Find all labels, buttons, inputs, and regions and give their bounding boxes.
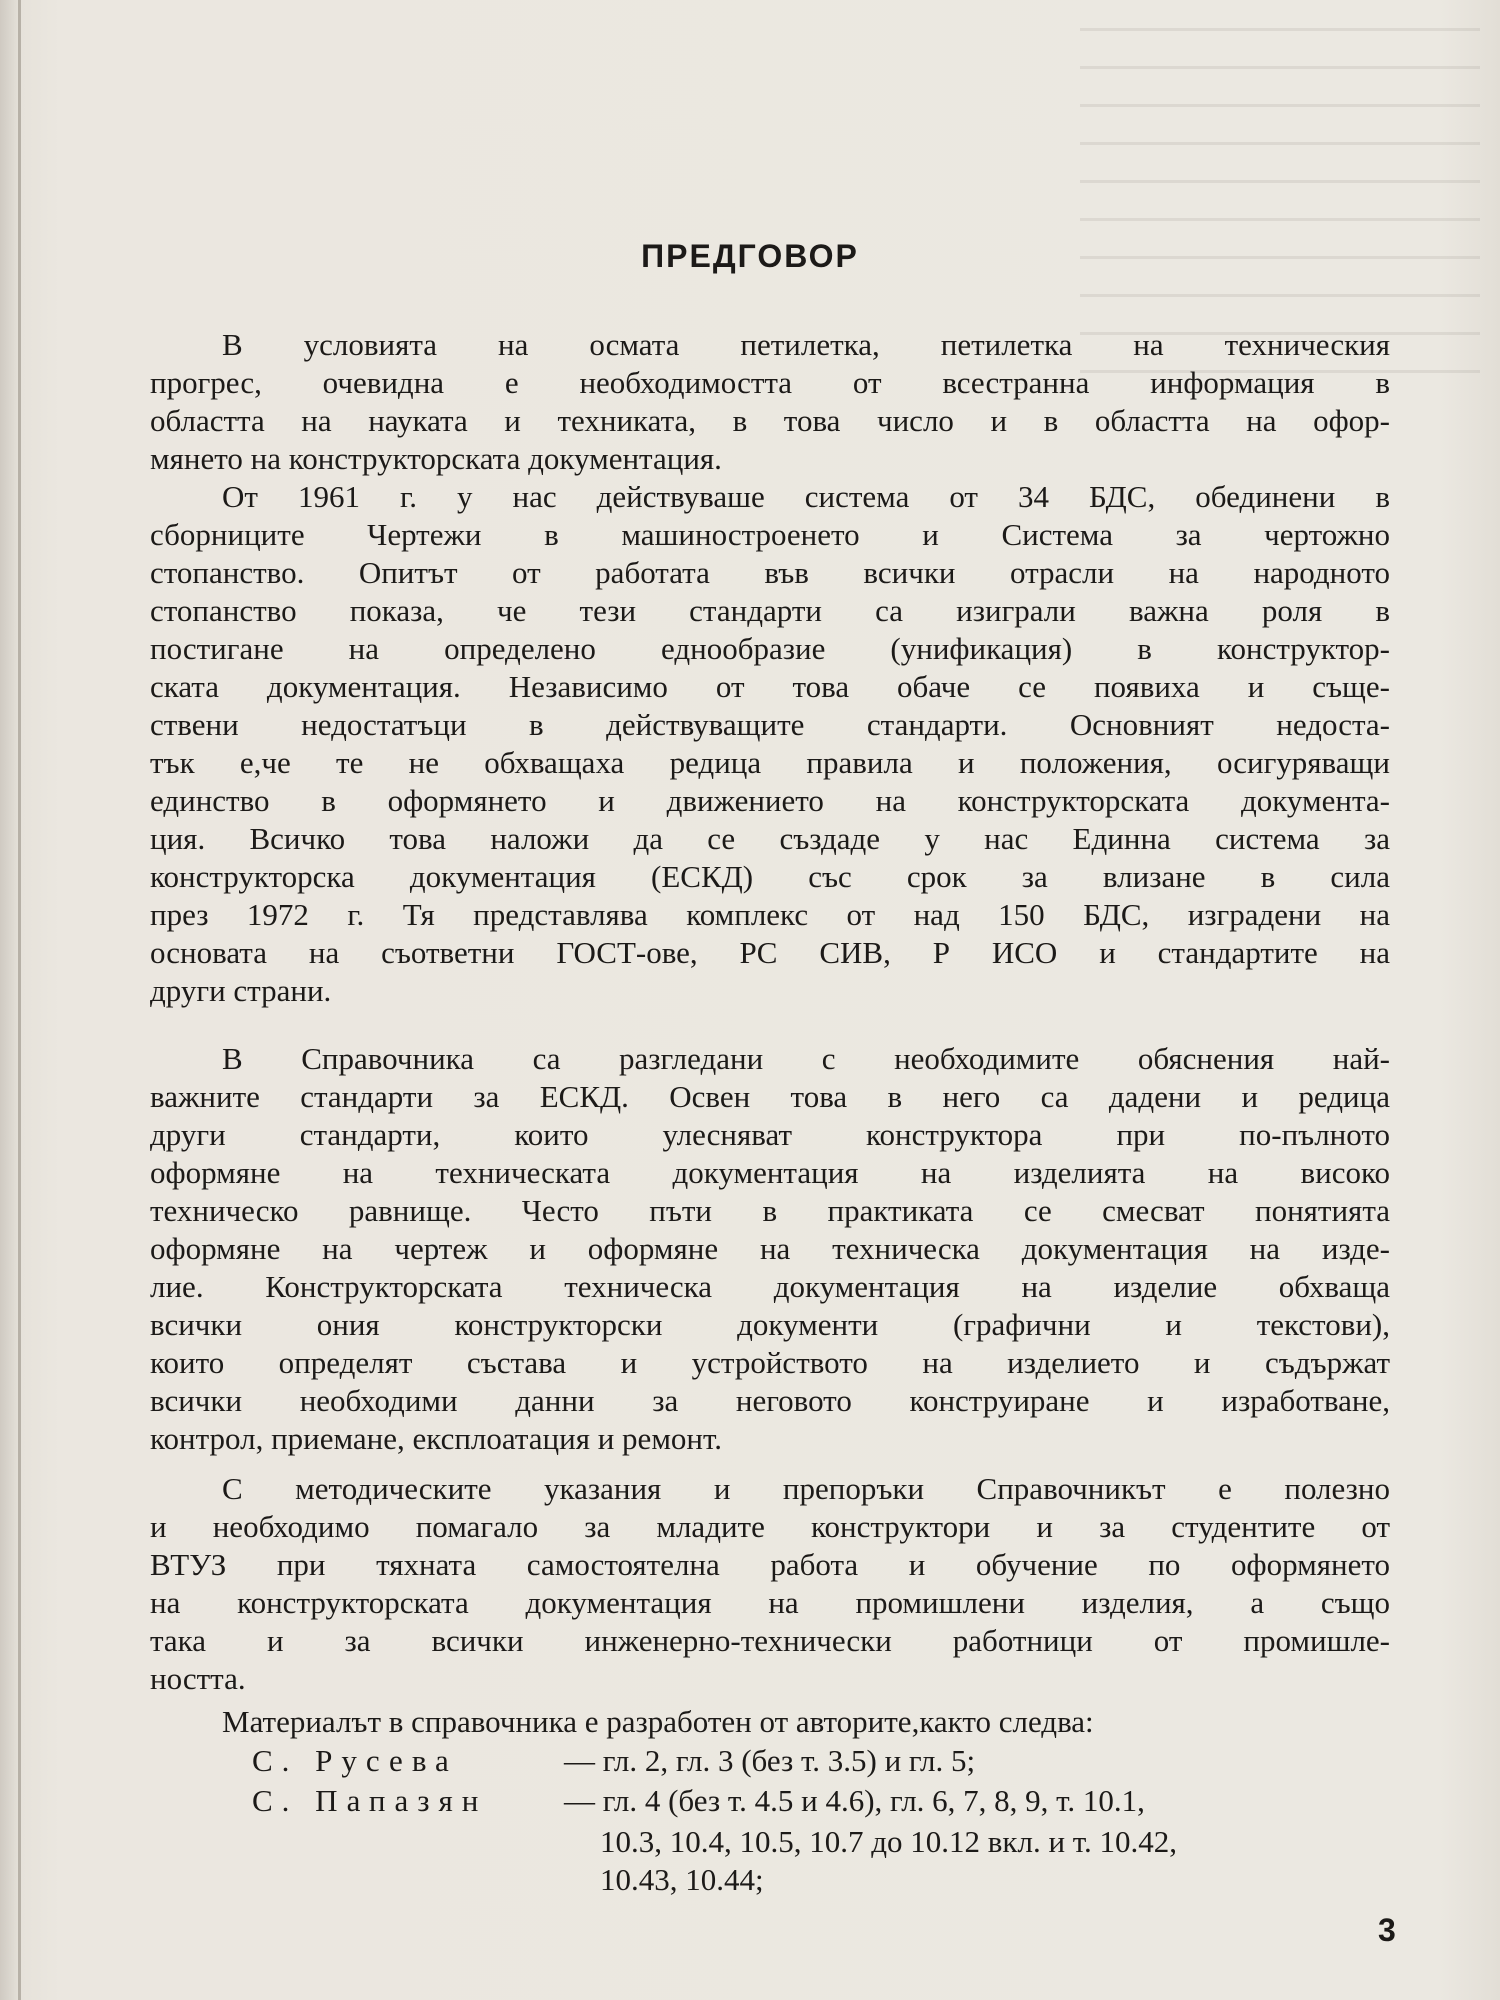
page-title: ПРЕДГОВОР bbox=[641, 238, 859, 274]
author-row bbox=[252, 1783, 1145, 1819]
author-chapters-cont: 10.43, 10.44; bbox=[600, 1862, 764, 1897]
text-line: В условията на осмата петилетка, петилетка на техническия bbox=[222, 327, 1390, 362]
page-number: 3 bbox=[1378, 1912, 1396, 1948]
author-chapters: — гл. 2, гл. 3 (без т. 3.5) и гл. 5; bbox=[564, 1743, 976, 1778]
text-line: други страни. bbox=[150, 973, 332, 1008]
text-line: техническо равнище. Често пъти в практиката се смесват понятията bbox=[150, 1193, 1390, 1228]
author-chapters: — гл. 4 (без т. 4.5 и 4.6), гл. 6, 7, 8, 9, т. 10.1, bbox=[564, 1783, 1145, 1818]
text-line: ВТУЗ при тяхната самостоятелна работа и обучение по оформянето bbox=[150, 1547, 1390, 1582]
text-line: С методическите указания и препоръки Справочникът е полезно bbox=[222, 1471, 1390, 1506]
text-line: ността. bbox=[150, 1661, 246, 1696]
text-line: конструкторска документация (ЕСКД) със срок за влизане в сила bbox=[150, 859, 1390, 894]
text-line: през 1972 г. Тя представлява комплекс от над 150 БДС, изградени на bbox=[150, 897, 1390, 932]
text-line: От 1961 г. у нас действуваше система от 34 БДС, обединени в bbox=[222, 479, 1390, 514]
page-spine bbox=[18, 0, 21, 2000]
text-line: стопанство показа, че тези стандарти са изиграли важна роля в bbox=[150, 593, 1390, 628]
author-chapters-cont: 10.3, 10.4, 10.5, 10.7 до 10.12 вкл. и т. 10.42, bbox=[600, 1824, 1177, 1859]
text-line: оформяне на чертеж и оформяне на техническа документация на изде- bbox=[150, 1231, 1390, 1266]
text-line: сборниците Чертежи в машиностроенето и Система за чертожно bbox=[150, 517, 1390, 552]
text-line: и необходимо помагало за младите конструктори и за студентите от bbox=[150, 1509, 1390, 1544]
text-line: постигане на определено еднообразие (унификация) в конструктор- bbox=[150, 631, 1390, 666]
text-line: основата на съответни ГОСТ-ове, PC СИВ, Р ИСО и стандартите на bbox=[150, 935, 1390, 970]
text-line: на конструкторската документация на промишлени изделия, а също bbox=[150, 1585, 1390, 1620]
text-line: стопанство. Опитът от работата във всички отрасли на народното bbox=[150, 555, 1390, 590]
text-line: В Справочника са разгледани с необходимите обяснения най- bbox=[222, 1041, 1390, 1076]
text-line: важните стандарти за ЕСКД. Освен това в него са дадени и редица bbox=[150, 1079, 1390, 1114]
bleed-through-text bbox=[1080, 0, 1480, 380]
author-name: С. Папазян bbox=[252, 1783, 488, 1818]
text-line: контрол, приемане, експлоатация и ремонт. bbox=[150, 1421, 722, 1456]
text-line: лие. Конструкторската техническа документация на изделие обхваща bbox=[150, 1269, 1390, 1304]
text-line: ската документация. Независимо от това обаче се появиха и съще- bbox=[150, 669, 1390, 704]
author-name: С. Русева bbox=[252, 1743, 458, 1778]
text-line: всички необходими данни за неговото конструиране и изработване, bbox=[150, 1383, 1390, 1418]
text-line: които определят състава и устройството на изделието и съдържат bbox=[150, 1345, 1390, 1380]
text-line: мянето на конструкторската документация. bbox=[150, 441, 722, 476]
text-line: прогрес, очевидна е необходимостта от всестранна информация в bbox=[150, 365, 1390, 400]
text-line: ция. Всичко това наложи да се създаде у нас Единна система за bbox=[150, 821, 1390, 856]
text-line: други стандарти, които улесняват конструктора при по-пълното bbox=[150, 1117, 1390, 1152]
text-line: така и за всички инженерно-технически работници от промишле- bbox=[150, 1623, 1390, 1658]
text-line: ствени недостатъци в действуващите стандарти. Основният недоста- bbox=[150, 707, 1390, 742]
text-line: областта на науката и техниката, в това число и в областта на офор- bbox=[150, 403, 1390, 438]
author-row bbox=[252, 1743, 975, 1779]
text-line: всички ония конструкторски документи (графични и текстови), bbox=[150, 1307, 1390, 1342]
text-line: единство в оформянето и движението на конструкторската документа- bbox=[150, 783, 1390, 818]
text-line: оформяне на техническата документация на изделията на високо bbox=[150, 1155, 1390, 1190]
text-line: тък е,че те не обхващаха редица правила и положения, осигуряващи bbox=[150, 745, 1390, 780]
text-line: Материалът в справочника е разработен от авторите,както следва: bbox=[222, 1704, 1094, 1739]
